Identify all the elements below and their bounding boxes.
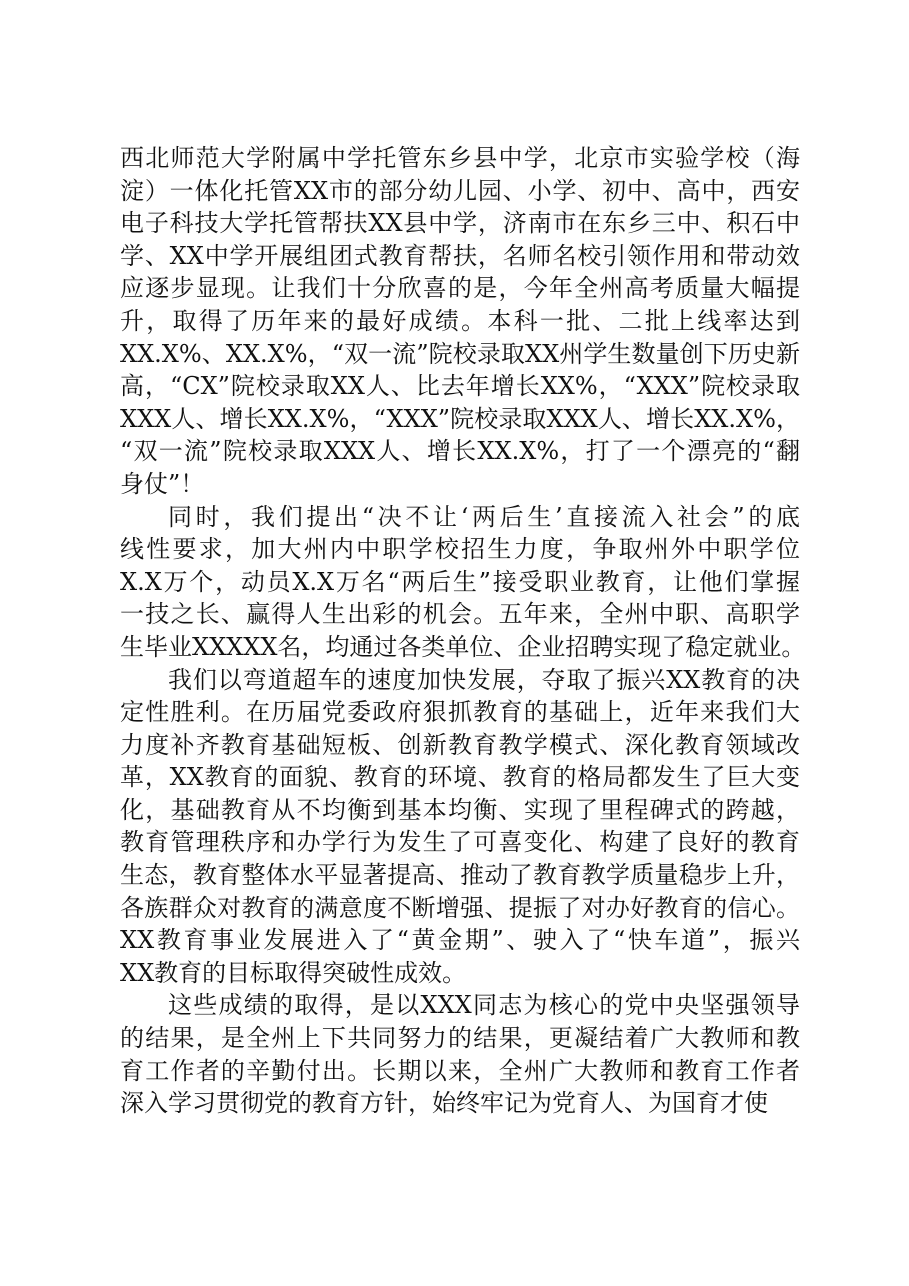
text-line: 一技之长、赢得人生出彩的机会。五年来，全州中职、高职学 [120,600,800,629]
text-line: 深入学习贯彻党的教育方针，始终牢记为党育人、为国育才使 [120,1089,768,1118]
text-line: 的结果，是全州上下共同努力的结果，更凝结着广大教师和教 [120,1024,800,1053]
text-line: 力度补齐教育基础短板、创新教育教学模式、深化教育领域改 [120,730,800,759]
text-line: X.X万个，动员X.X万名“两后生”接受职业教育，让他们掌握 [120,567,800,596]
paragraph [120,664,800,990]
paragraph [120,142,800,501]
text-line: 应逐步显现。让我们十分欣喜的是，今年全州高考质量大幅提 [120,274,800,303]
text-line: 生态，教育整体水平显著提高、推动了教育教学质量稳步上升， [120,861,800,890]
text-line: 化，基础教育从不均衡到基本均衡、实现了里程碑式的跨越， [120,795,800,824]
text-line: 高，“CX”院校录取XX人、比去年增长XX%，“XXX”院校录取 [120,372,800,401]
text-line: 育工作者的辛勤付出。长期以来，全州广大教师和教育工作者 [120,1056,800,1085]
text-line: XX.X%、XX.X%，“双一流”院校录取XX州学生数量创下历史新 [120,339,800,368]
text-line: 革，XX教育的面貌、教育的环境、教育的格局都发生了巨大变 [120,763,800,792]
text-line: 我们以弯道超车的速度加快发展，夺取了振兴XX教育的决 [168,665,800,694]
text-line: 淀）一体化托管XX市的部分幼儿园、小学、初中、高中，西安 [120,176,800,205]
text-line: 学、XX中学开展组团式教育帮扶，名师名校引领作用和带动效 [120,241,800,270]
text-line: 定性胜利。在历届党委政府狠抓教育的基础上，近年来我们大 [120,698,800,727]
text-line: XX教育事业发展进入了“黄金期”、驶入了“快车道”，振兴 [120,926,800,955]
text-line: 教育管理秩序和办学行为发生了可喜变化、构建了良好的教育 [120,828,800,857]
text-line: 电子科技大学托管帮扶XX县中学，济南市在东乡三中、积石中 [120,209,800,238]
document-body [120,142,806,1120]
text-line: 生毕业XXXXX名，均通过各类单位、企业招聘实现了稳定就业。 [120,632,806,661]
text-line: 西北师范大学附属中学托管东乡县中学，北京市实验学校（海 [120,144,800,172]
text-line: 升，取得了历年来的最好成绩。本科一批、二批上线率达到 [120,306,800,335]
text-line: “双一流”院校录取XXX人、增长XX.X%，打了一个漂亮的“翻 [120,437,800,466]
text-line: 这些成绩的取得，是以XXX同志为核心的党中央坚强领导 [168,991,800,1020]
text-line: XX教育的目标取得突破性成效。 [120,958,467,987]
paragraph [120,989,800,1119]
text-line: 身仗”！ [120,469,205,498]
text-line: 同时，我们提出“决不让‘两后生’直接流入社会”的底 [168,502,800,531]
text-line: 各族群众对教育的满意度不断增强、提振了对办好教育的信心。 [120,893,800,922]
text-line: XXX人、增长XX.X%，“XXX”院校录取XXX人、增长XX.X%， [120,404,800,433]
paragraph [120,501,806,664]
text-line: 线性要求，加大州内中职学校招生力度，争取州外中职学位 [120,535,800,564]
